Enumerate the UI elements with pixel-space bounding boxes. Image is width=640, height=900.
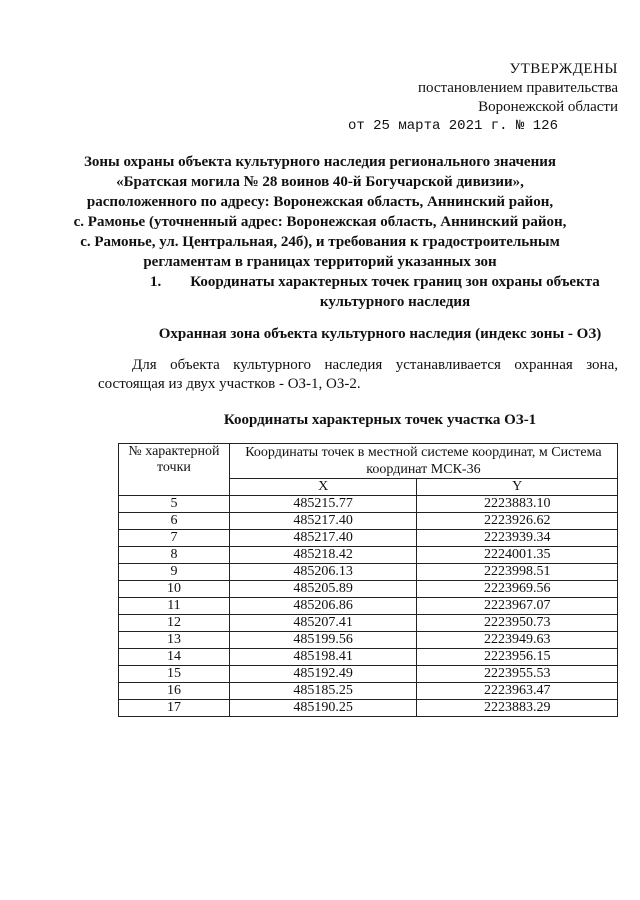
table-row [119, 513, 618, 530]
cell-x: 485217.40 [229, 530, 417, 547]
cell-point: 7 [119, 530, 230, 547]
cell-y: 2223956.15 [417, 649, 618, 666]
cell-point: 14 [119, 649, 230, 666]
table-row [119, 598, 618, 615]
cell-point: 8 [119, 547, 230, 564]
cell-point: 11 [119, 598, 230, 615]
table-row [119, 530, 618, 547]
table-row [119, 564, 618, 581]
cell-x: 485207.41 [229, 615, 417, 632]
cell-y: 2223998.51 [417, 564, 618, 581]
cell-point: 15 [119, 666, 230, 683]
cell-y: 2223883.10 [417, 496, 618, 513]
section-number: 1. [150, 274, 162, 290]
table-row [119, 632, 618, 649]
table-row [119, 649, 618, 666]
approval-title: УТВЕРЖДЕНЫ [509, 61, 618, 77]
cell-x: 485206.13 [229, 564, 417, 581]
body-paragraph: Для объекта культурного наследия устанавливается охранная зона, состоящая из двух участков - ОЗ-1, ОЗ-2. [98, 357, 618, 392]
cell-x: 485215.77 [229, 496, 417, 513]
title-line: регламентам в границах территорий указанных зон [143, 254, 497, 270]
cell-point: 12 [119, 615, 230, 632]
cell-point: 17 [119, 700, 230, 717]
approval-line-2: Воронежской области [478, 99, 618, 115]
cell-y: 2223950.73 [417, 615, 618, 632]
section-title-line-2: культурного наследия [319, 294, 471, 310]
title-line: Зоны охраны объекта культурного наследия регионального значения [83, 154, 556, 170]
document-title [70, 152, 570, 272]
cell-point: 6 [119, 513, 230, 530]
table-row [119, 683, 618, 700]
table-row [119, 547, 618, 564]
approval-line-1: постановлением правительства [417, 80, 618, 96]
section-title-line-1: Координаты характерных точек границ зон охраны объекта [190, 274, 600, 290]
cell-y: 2223949.63 [417, 632, 618, 649]
table-row [119, 700, 618, 717]
cell-x: 485205.89 [229, 581, 417, 598]
cell-y: 2224001.35 [417, 547, 618, 564]
cell-point: 10 [119, 581, 230, 598]
cell-x: 485217.40 [229, 513, 417, 530]
cell-x: 485218.42 [229, 547, 417, 564]
cell-y: 2223939.34 [417, 530, 618, 547]
cell-x: 485198.41 [229, 649, 417, 666]
table-heading: Координаты характерных точек участка ОЗ-1 [223, 412, 537, 428]
cell-x: 485190.25 [229, 700, 417, 717]
cell-y: 2223963.47 [417, 683, 618, 700]
cell-point: 5 [119, 496, 230, 513]
approval-stamp: от 25 марта 2021 г. № 126 [347, 118, 558, 134]
cell-point: 9 [119, 564, 230, 581]
cell-y: 2223969.56 [417, 581, 618, 598]
table-row [119, 496, 618, 513]
cell-y: 2223955.53 [417, 666, 618, 683]
cell-x: 485192.49 [229, 666, 417, 683]
table-row [119, 581, 618, 598]
title-line: «Братская могила № 28 воинов 40-й Богучарской дивизии», [116, 174, 524, 190]
title-line: с. Рамонье (уточненный адрес: Воронежская область, Аннинский район, [73, 214, 567, 230]
coordinates-table [118, 443, 618, 717]
table-row [119, 615, 618, 632]
title-line: расположенного по адресу: Воронежская область, Аннинский район, [86, 194, 554, 210]
cell-x: 485206.86 [229, 598, 417, 615]
approval-block [348, 60, 618, 136]
header-coordinate-system: Координаты точек в местной системе координат, м Система координат МСК-36 [229, 444, 617, 479]
cell-x: 485199.56 [229, 632, 417, 649]
header-point: № характерной точки [119, 444, 230, 496]
cell-y: 2223967.07 [417, 598, 618, 615]
cell-point: 13 [119, 632, 230, 649]
title-line: с. Рамонье, ул. Центральная, 24б), и требования к градостроительным [80, 234, 560, 250]
cell-point: 16 [119, 683, 230, 700]
cell-y: 2223926.62 [417, 513, 618, 530]
header-y: Y [417, 479, 618, 496]
cell-x: 485185.25 [229, 683, 417, 700]
zone-heading: Охранная зона объекта культурного наследия (индекс зоны - ОЗ) [158, 326, 602, 342]
section-heading [150, 272, 600, 312]
table-row [119, 666, 618, 683]
header-x: X [229, 479, 417, 496]
cell-y: 2223883.29 [417, 700, 618, 717]
